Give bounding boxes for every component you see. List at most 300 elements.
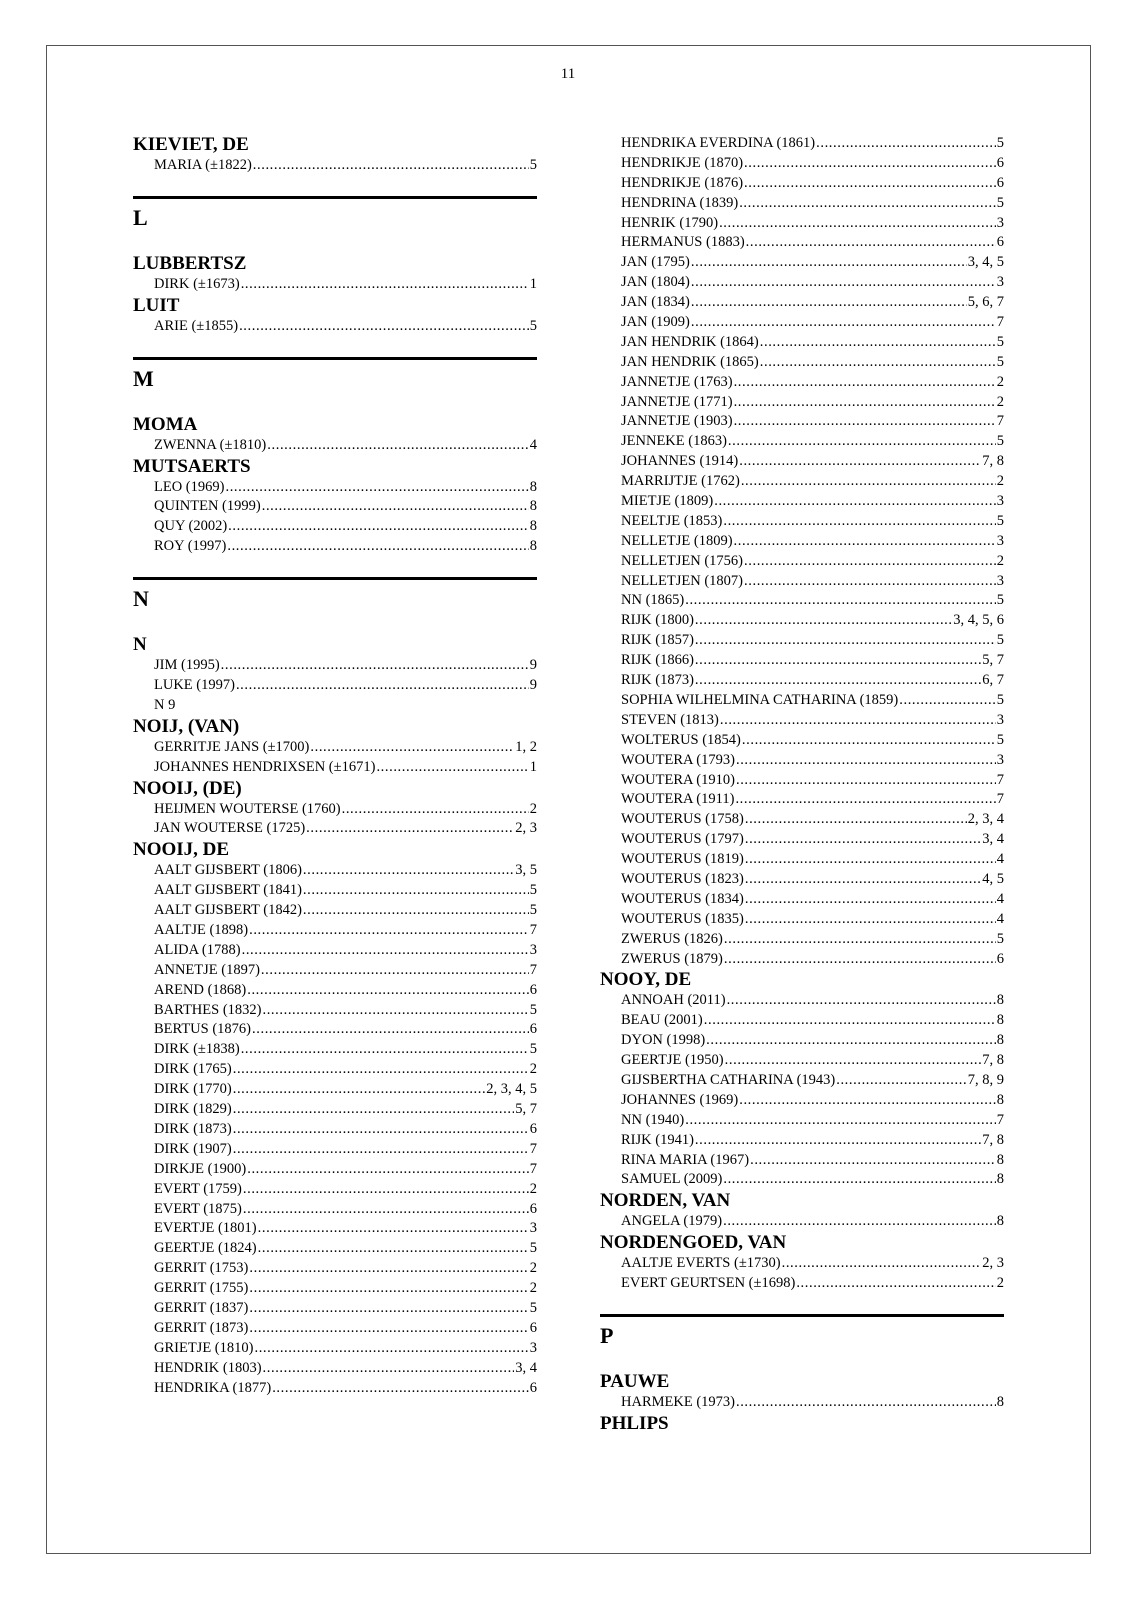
dot-leader (744, 174, 996, 194)
entry-pages: 5 (996, 333, 1004, 350)
entry-pages: 8 (996, 1032, 1004, 1049)
dot-leader (233, 1120, 529, 1140)
dot-leader (695, 631, 996, 651)
index-entry (133, 275, 537, 295)
index-entry (600, 870, 1004, 890)
entry-name: WOUTERUS (1758) (621, 811, 744, 828)
entry-pages: 8 (529, 538, 537, 555)
index-entry (600, 552, 1004, 572)
surname-heading: PAUWE (600, 1370, 670, 1392)
index-entry (133, 436, 537, 456)
index-column-right (600, 134, 1004, 1435)
index-entry (133, 1319, 537, 1339)
index-entry (133, 1259, 537, 1279)
index-entry (133, 1040, 537, 1060)
letter-section (600, 1314, 1004, 1371)
index-entry (133, 800, 537, 820)
dot-leader (728, 432, 996, 452)
dot-leader (695, 611, 952, 631)
index-entry (133, 861, 537, 881)
entry-pages: 7 (529, 961, 537, 978)
entry-name: GERRIT (1755) (154, 1280, 249, 1297)
dot-leader (262, 1001, 528, 1021)
entry-name: JANNETJE (1903) (621, 413, 733, 430)
dot-leader (249, 1279, 528, 1299)
dot-leader (239, 317, 529, 337)
index-entry (600, 512, 1004, 532)
surname-heading: LUBBERTSZ (133, 252, 247, 274)
entry-pages: 8 (996, 1171, 1004, 1188)
entry-name: DIRK (1873) (154, 1120, 232, 1137)
dot-leader (725, 1051, 982, 1071)
entry-name: WOUTERUS (1819) (621, 851, 744, 868)
dot-leader (227, 537, 528, 557)
dot-leader (685, 591, 996, 611)
entry-pages: 5 (996, 135, 1004, 151)
entry-name: RIJK (1941) (621, 1131, 694, 1148)
dot-leader (746, 233, 996, 253)
entry-pages: 4, 5 (982, 870, 1004, 887)
entry-name: HENDRIKA EVERDINA (1861) (621, 135, 816, 151)
dot-leader (247, 981, 529, 1001)
dot-leader (228, 517, 529, 537)
index-entry (600, 691, 1004, 711)
entry-pages: 2 (996, 473, 1004, 490)
dot-leader (745, 830, 981, 850)
surname-heading: NORDENGOED, VAN (600, 1232, 787, 1254)
index-entry (600, 830, 1004, 850)
entry-pages: 4 (996, 890, 1004, 907)
entry-name: WOUTERA (1910) (621, 771, 735, 788)
entry-pages: 3, 4, 5 (967, 254, 1004, 271)
entry-name: LUKE (1997) (154, 677, 235, 694)
entry-name: QUY (2002) (154, 518, 228, 535)
dot-leader (267, 436, 528, 456)
dot-leader (734, 532, 996, 552)
entry-name: ZWERUS (1826) (621, 930, 723, 947)
entry-pages: 5 (529, 1001, 537, 1018)
index-entry (133, 881, 537, 901)
dot-leader (720, 711, 996, 731)
entry-pages: 6 (529, 1379, 537, 1396)
entry-pages: 2 (529, 1180, 537, 1197)
dot-leader (376, 758, 528, 778)
index-entry (600, 194, 1004, 214)
entry-name: JAN (1804) (621, 274, 690, 291)
dot-leader (258, 1239, 529, 1259)
surname-heading: KIEVIET, DE (133, 134, 249, 155)
letter-heading: L (133, 204, 148, 230)
entry-name: NEELTJE (1853) (621, 512, 723, 529)
dot-leader (306, 819, 514, 839)
index-entry (600, 412, 1004, 432)
entry-name: JAN (1795) (621, 254, 690, 271)
index-entry (600, 1071, 1004, 1091)
entry-pages: 5 (996, 632, 1004, 649)
dot-leader (233, 1060, 529, 1080)
index-entry (600, 1111, 1004, 1131)
dot-leader (253, 156, 529, 176)
dot-leader (252, 1020, 529, 1040)
entry-name: GERRITJE JANS (±1700) (154, 738, 310, 755)
index-entry (133, 696, 537, 716)
dot-leader (745, 910, 996, 930)
entry-pages: 3, 5 (515, 862, 537, 879)
index-entry (600, 591, 1004, 611)
entry-name: AALTJE EVERTS (±1730) (621, 1255, 781, 1272)
dot-leader (342, 800, 529, 820)
entry-pages: 5 (996, 194, 1004, 211)
entry-pages: 3 (996, 572, 1004, 589)
entry-name: BEAU (2001) (621, 1012, 703, 1029)
entry-name: GEERTJE (1950) (621, 1052, 724, 1069)
entry-name: JENNEKE (1863) (621, 433, 727, 450)
entry-name: WOUTERA (1793) (621, 751, 735, 768)
entry-pages: 3, 4 (982, 831, 1004, 848)
entry-name: DIRK (±1673) (154, 275, 240, 292)
entry-name: WOUTERUS (1834) (621, 890, 744, 907)
dot-leader (723, 512, 995, 532)
entry-pages: 5 (996, 731, 1004, 748)
index-entry (133, 941, 537, 961)
entry-name: SOPHIA WILHELMINA CATHARINA (1859) (621, 691, 899, 708)
page-number: 11 (560, 66, 576, 82)
letter-heading: M (133, 365, 154, 391)
entry-pages: 6 (996, 154, 1004, 171)
index-entry (600, 273, 1004, 293)
entry-pages: 3, 4, 5, 6 (953, 612, 1004, 629)
dot-leader (724, 930, 996, 950)
dot-leader (724, 950, 996, 970)
index-entry (600, 1091, 1004, 1111)
entry-pages: 7, 8 (982, 1052, 1004, 1069)
entry-name: NN (1865) (621, 592, 685, 609)
dot-leader (233, 1140, 529, 1160)
entry-pages: 6 (996, 950, 1004, 967)
index-entry (600, 353, 1004, 373)
entry-pages: 3 (996, 711, 1004, 728)
dot-leader (233, 1100, 515, 1120)
index-entry (600, 1051, 1004, 1071)
letter-section (133, 577, 537, 634)
entry-pages: 6 (996, 234, 1004, 251)
index-entry (600, 930, 1004, 950)
entry-pages: 3 (996, 493, 1004, 510)
dot-leader (796, 1274, 995, 1294)
entry-pages: 5, 6, 7 (967, 294, 1004, 311)
index-entry (600, 293, 1004, 313)
dot-leader (745, 850, 996, 870)
index-entry (133, 1239, 537, 1259)
entry-pages: 3 (996, 532, 1004, 549)
dot-leader (249, 921, 529, 941)
entry-pages: 3 (996, 274, 1004, 291)
index-entry (600, 810, 1004, 830)
index-entry (133, 981, 537, 1001)
entry-pages: 5 (529, 1240, 537, 1257)
entry-name: MIETJE (1809) (621, 493, 714, 510)
entry-name: DYON (1998) (621, 1032, 706, 1049)
entry-pages: 8 (996, 1091, 1004, 1108)
entry-name: EVERT (1875) (154, 1200, 242, 1217)
dot-leader (734, 393, 996, 413)
index-entry (600, 134, 1004, 154)
dot-leader (745, 810, 967, 830)
index-entry (600, 233, 1004, 253)
entry-name: HENDRINA (1839) (621, 194, 739, 211)
entry-pages: 5 (529, 902, 537, 919)
entry-pages: 7 (529, 1140, 537, 1157)
index-entry (133, 819, 537, 839)
entry-name: AALT GIJSBERT (1806) (154, 862, 302, 879)
entry-pages: 7 (529, 922, 537, 939)
entry-pages: 8 (996, 1213, 1004, 1230)
index-entry (600, 313, 1004, 333)
section-divider (600, 1314, 1004, 1317)
dot-leader (734, 412, 996, 432)
letter-heading: N (133, 586, 149, 612)
index-entry (133, 1359, 537, 1379)
index-entry (133, 1279, 537, 1299)
dot-leader (836, 1071, 967, 1091)
entry-pages: 5 (996, 433, 1004, 450)
entry-name: HENDRIKJE (1870) (621, 154, 744, 171)
index-entry (600, 711, 1004, 731)
section-divider (133, 196, 537, 199)
dot-leader (303, 861, 514, 881)
entry-name: RIJK (1800) (621, 612, 694, 629)
entry-name: HENRIK (1790) (621, 214, 719, 231)
dot-leader (236, 676, 529, 696)
index-entry (133, 1160, 537, 1180)
index-entry (133, 738, 537, 758)
entry-pages: 2, 3, 4, 5 (486, 1081, 537, 1098)
entry-pages: 2 (529, 1280, 537, 1297)
index-entry (600, 1131, 1004, 1151)
entry-pages: 3 (529, 941, 537, 958)
entry-pages: 3 (529, 1220, 537, 1237)
entry-name: JOHANNES (1914) (621, 453, 739, 470)
index-entry (133, 961, 537, 981)
index-entry (133, 1140, 537, 1160)
dot-leader (745, 890, 996, 910)
surname-heading: N (133, 634, 147, 656)
index-entry (600, 253, 1004, 273)
letter-heading: P (600, 1322, 614, 1348)
entry-pages: 1 (529, 275, 537, 292)
entry-pages: 4 (996, 851, 1004, 868)
entry-pages: 2 (996, 552, 1004, 569)
index-entry (600, 1151, 1004, 1171)
entry-name: ALIDA (1788) (154, 941, 241, 958)
index-entry (600, 790, 1004, 810)
section-divider (133, 577, 537, 580)
dot-leader (225, 478, 528, 498)
surname-heading: MUTSAERTS (133, 455, 251, 477)
entry-pages: 5 (529, 1299, 537, 1316)
entry-name: HEIJMEN WOUTERSE (1760) (154, 800, 341, 817)
dot-leader (760, 333, 996, 353)
index-entry (600, 333, 1004, 353)
entry-name: GERRIT (1873) (154, 1319, 249, 1336)
entry-name: WOLTERUS (1854) (621, 731, 741, 748)
entry-name: WOUTERUS (1835) (621, 910, 744, 927)
index-entry (600, 492, 1004, 512)
index-entry (600, 154, 1004, 174)
entry-pages: 6, 7 (982, 672, 1004, 689)
dot-leader (744, 154, 996, 174)
dot-leader (744, 572, 996, 592)
index-entry (600, 671, 1004, 691)
entry-name: HARMEKE (1973) (621, 1393, 735, 1410)
entry-name: JAN HENDRIK (1864) (621, 333, 759, 350)
entry-pages: 5 (996, 592, 1004, 609)
index-entry (600, 532, 1004, 552)
index-entry (600, 631, 1004, 651)
index-entry (133, 1339, 537, 1359)
dot-leader (742, 731, 996, 751)
entry-name: BERTUS (1876) (154, 1021, 252, 1038)
dot-leader (695, 671, 981, 691)
index-entry (133, 1299, 537, 1319)
index-entry (133, 1020, 537, 1040)
entry-pages: 6 (529, 1200, 537, 1217)
index-entry (600, 991, 1004, 1011)
index-entry (600, 214, 1004, 234)
dot-leader (691, 253, 967, 273)
index-entry (133, 1219, 537, 1239)
entry-name: ANNETJE (1897) (154, 961, 260, 978)
entry-name: DIRK (1770) (154, 1081, 232, 1098)
entry-name: JAN HENDRIK (1865) (621, 353, 759, 370)
dot-leader (736, 1393, 996, 1413)
entry-name: JOHANNES (1969) (621, 1091, 739, 1108)
entry-pages: 3 (996, 751, 1004, 768)
index-entry (133, 921, 537, 941)
entry-name: MARRIJTJE (1762) (621, 473, 740, 490)
entry-pages: 2 (529, 1061, 537, 1078)
entry-name: WOUTERUS (1797) (621, 831, 744, 848)
index-entry (133, 497, 537, 517)
entry-name: HENDRIK (1803) (154, 1359, 262, 1376)
dot-leader (262, 497, 529, 517)
index-entry (600, 1170, 1004, 1190)
entry-name: BARTHES (1832) (154, 1001, 262, 1018)
index-entry (600, 393, 1004, 413)
surname-heading: PHLIPS (600, 1412, 669, 1434)
entry-name: STEVEN (1813) (621, 711, 719, 728)
index-entry (133, 1379, 537, 1399)
index-entry (600, 850, 1004, 870)
entry-pages: 2, 3 (515, 820, 537, 837)
dot-leader (782, 1254, 982, 1274)
dot-leader (241, 1040, 529, 1060)
surname-heading: NOOY, DE (600, 969, 692, 991)
entry-pages: 5, 7 (982, 652, 1004, 669)
dot-leader (249, 1299, 528, 1319)
entry-pages: 9 (529, 657, 537, 674)
entry-name: GERRIT (1837) (154, 1299, 249, 1316)
index-entry (600, 572, 1004, 592)
surname-heading: LUIT (133, 294, 180, 316)
dot-leader (242, 941, 529, 961)
dot-leader (691, 273, 996, 293)
entry-pages: 7, 8, 9 (967, 1071, 1004, 1088)
entry-name: NN (1940) (621, 1111, 685, 1128)
index-entry (600, 890, 1004, 910)
entry-name: RIJK (1866) (621, 652, 694, 669)
dot-leader (741, 472, 996, 492)
entry-pages: 5 (996, 691, 1004, 708)
dot-leader (739, 1091, 996, 1111)
dot-leader (734, 373, 996, 393)
surname-heading: MOMA (133, 413, 198, 435)
dot-leader (691, 313, 996, 333)
index-entry (600, 1011, 1004, 1031)
dot-leader (723, 1170, 995, 1190)
dot-leader (736, 751, 996, 771)
entry-pages: 2 (529, 1260, 537, 1277)
entry-pages: 7 (996, 413, 1004, 430)
entry-name: DIRK (1765) (154, 1061, 232, 1078)
index-entry (133, 156, 537, 176)
index-entry (600, 1274, 1004, 1294)
dot-leader (243, 1200, 529, 1220)
entry-pages: 8 (996, 1151, 1004, 1168)
entry-name: NELLETJEN (1756) (621, 552, 744, 569)
entry-name: GRIETJE (1810) (154, 1339, 254, 1356)
dot-leader (243, 1180, 529, 1200)
entry-pages: 6 (529, 981, 537, 998)
dot-leader (735, 790, 995, 810)
index-entry (133, 656, 537, 676)
entry-name: AREND (1868) (154, 981, 247, 998)
index-entry (133, 901, 537, 921)
index-entry (600, 1212, 1004, 1232)
entry-pages: 8 (529, 498, 537, 515)
dot-leader (695, 1131, 981, 1151)
index-entry (133, 517, 537, 537)
entry-name: JIM (1995) (154, 657, 220, 674)
dot-leader (760, 353, 996, 373)
dot-leader (744, 552, 996, 572)
entry-pages: 5 (529, 317, 537, 334)
index-entry (133, 1120, 537, 1140)
dot-leader (719, 214, 996, 234)
index-entry (600, 432, 1004, 452)
index-entry (600, 950, 1004, 970)
entry-name: JAN (1834) (621, 294, 690, 311)
entry-pages: 2 (996, 393, 1004, 410)
surname-heading: NOOIJ, (DE) (133, 777, 242, 799)
entry-name: ANGELA (1979) (621, 1213, 723, 1230)
entry-pages: 2 (996, 1275, 1004, 1292)
entry-name: DIRK (1829) (154, 1101, 232, 1118)
entry-name: RIJK (1873) (621, 672, 694, 689)
entry-pages: 9 (529, 677, 537, 694)
dot-leader (685, 1111, 996, 1131)
entry-pages: 7 (996, 771, 1004, 788)
entry-name: JANNETJE (1763) (621, 373, 733, 390)
index-entry (133, 317, 537, 337)
dot-leader (714, 492, 996, 512)
entry-name: EVERT (1759) (154, 1180, 242, 1197)
entry-name: ANNOAH (2011) (621, 992, 726, 1009)
index-entry (600, 174, 1004, 194)
entry-name: LEO (1969) (154, 478, 225, 495)
entry-pages: 5 (529, 882, 537, 899)
entry-pages: 7 (529, 1160, 537, 1177)
